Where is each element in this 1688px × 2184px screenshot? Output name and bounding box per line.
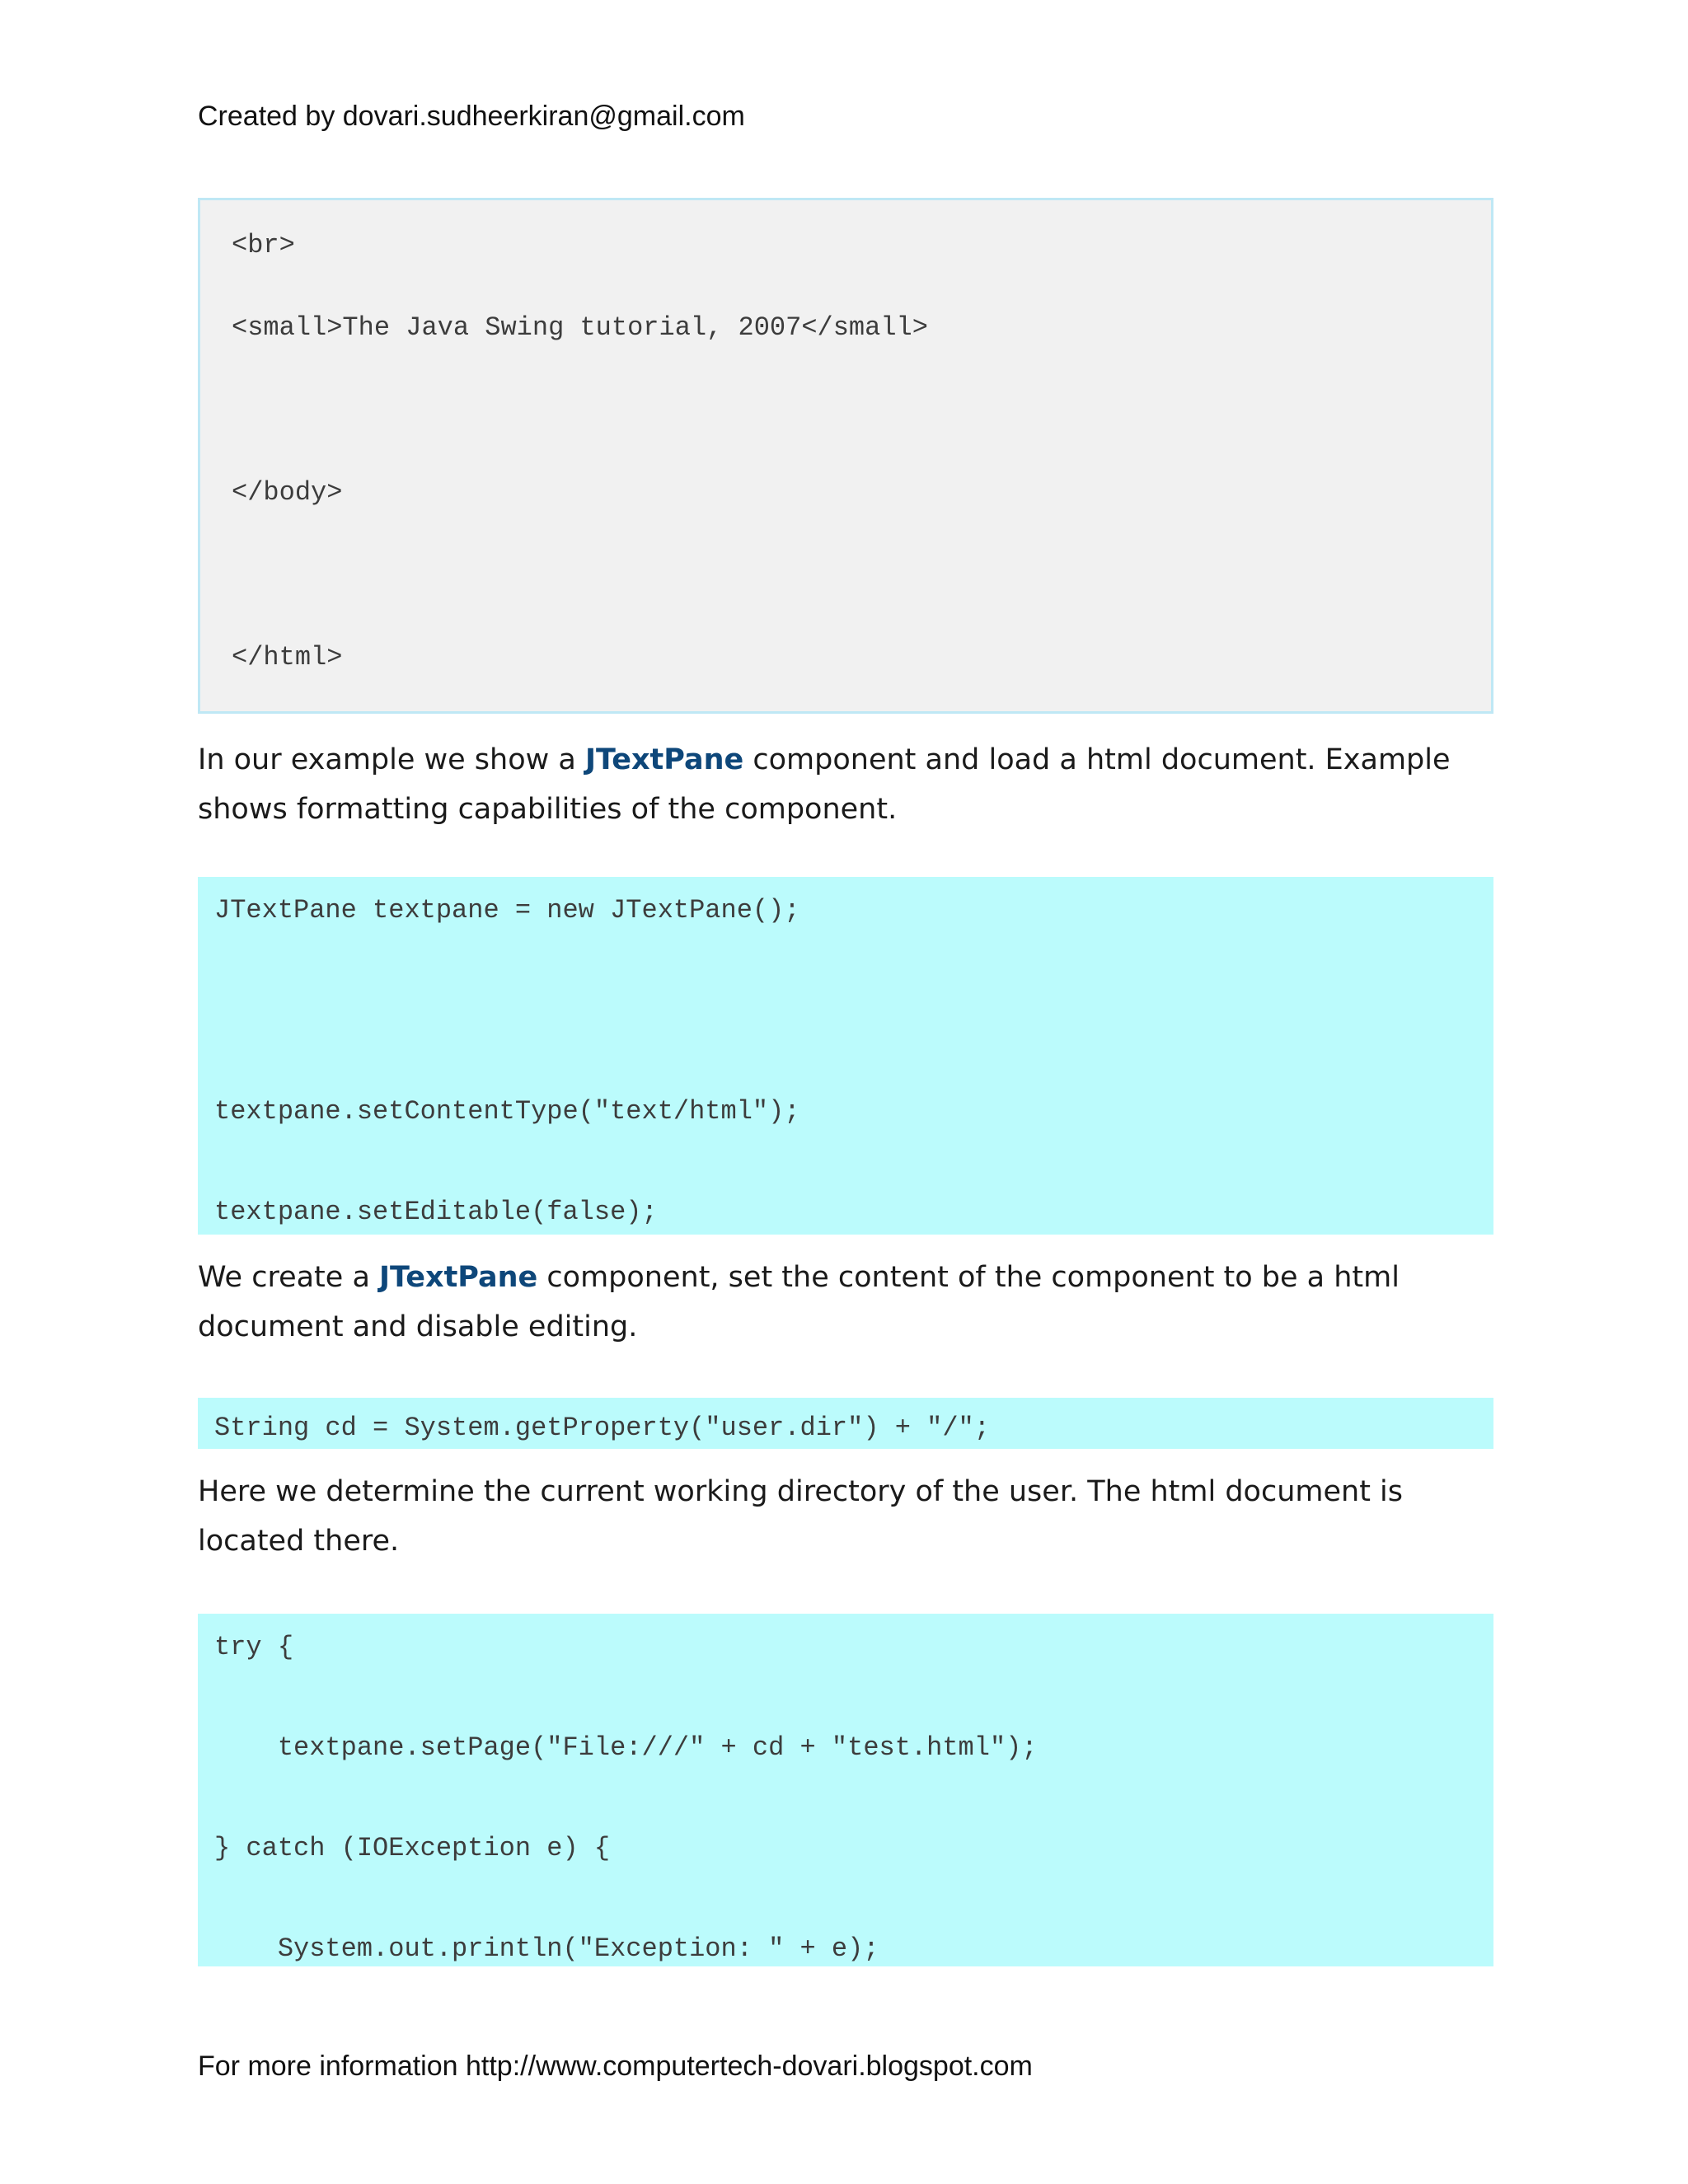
- paragraph-directory: Here we determine the current working directory of the user. The html document is located there.: [198, 1475, 1404, 1558]
- code-line: System.out.println("Exception: " + e);: [214, 1933, 879, 1964]
- paragraph-text: We create a: [198, 1261, 380, 1294]
- page-footer: For more information http://www.computertech-dovari.blogspot.com: [198, 2050, 1033, 2082]
- code-line: <br>: [232, 230, 295, 260]
- code-line: String cd = System.getProperty("user.dir") + "/";: [214, 1413, 990, 1443]
- code-line: textpane.setContentType("text/html");: [214, 1096, 800, 1127]
- paragraph-create: [198, 1253, 1500, 1352]
- page-header: Created by dovari.sudheerkiran@gmail.com: [198, 101, 745, 132]
- paragraph-text: In our example we show a: [198, 743, 585, 776]
- code-line: try {: [214, 1632, 294, 1662]
- code-line: </body>: [232, 477, 343, 508]
- code-block-textpane: [198, 877, 1493, 1235]
- code-line: </html>: [232, 642, 343, 673]
- code-block-user-dir: [198, 1398, 1493, 1449]
- code-line: JTextPane textpane = new JTextPane();: [214, 895, 800, 926]
- code-line: } catch (IOException e) {: [214, 1833, 611, 1863]
- paragraph-intro: [198, 735, 1500, 834]
- paragraph-text: component and load a html document. Example shows formatting capabilities of the component.: [198, 743, 1451, 826]
- code-line: textpane.setPage("File:///" + cd + "test.html");: [214, 1732, 1038, 1763]
- code-line: textpane.setEditable(false);: [214, 1197, 658, 1227]
- code-line: <small>The Java Swing tutorial, 2007</small>: [232, 312, 928, 343]
- class-name-highlight: JTextPane: [379, 1261, 538, 1294]
- code-block-html: [198, 198, 1493, 714]
- paragraph-text: component, set the content of the component to be a html document and disable editing.: [198, 1261, 1400, 1343]
- code-block-try-catch: [198, 1614, 1493, 1966]
- class-name-highlight: JTextPane: [584, 743, 744, 776]
